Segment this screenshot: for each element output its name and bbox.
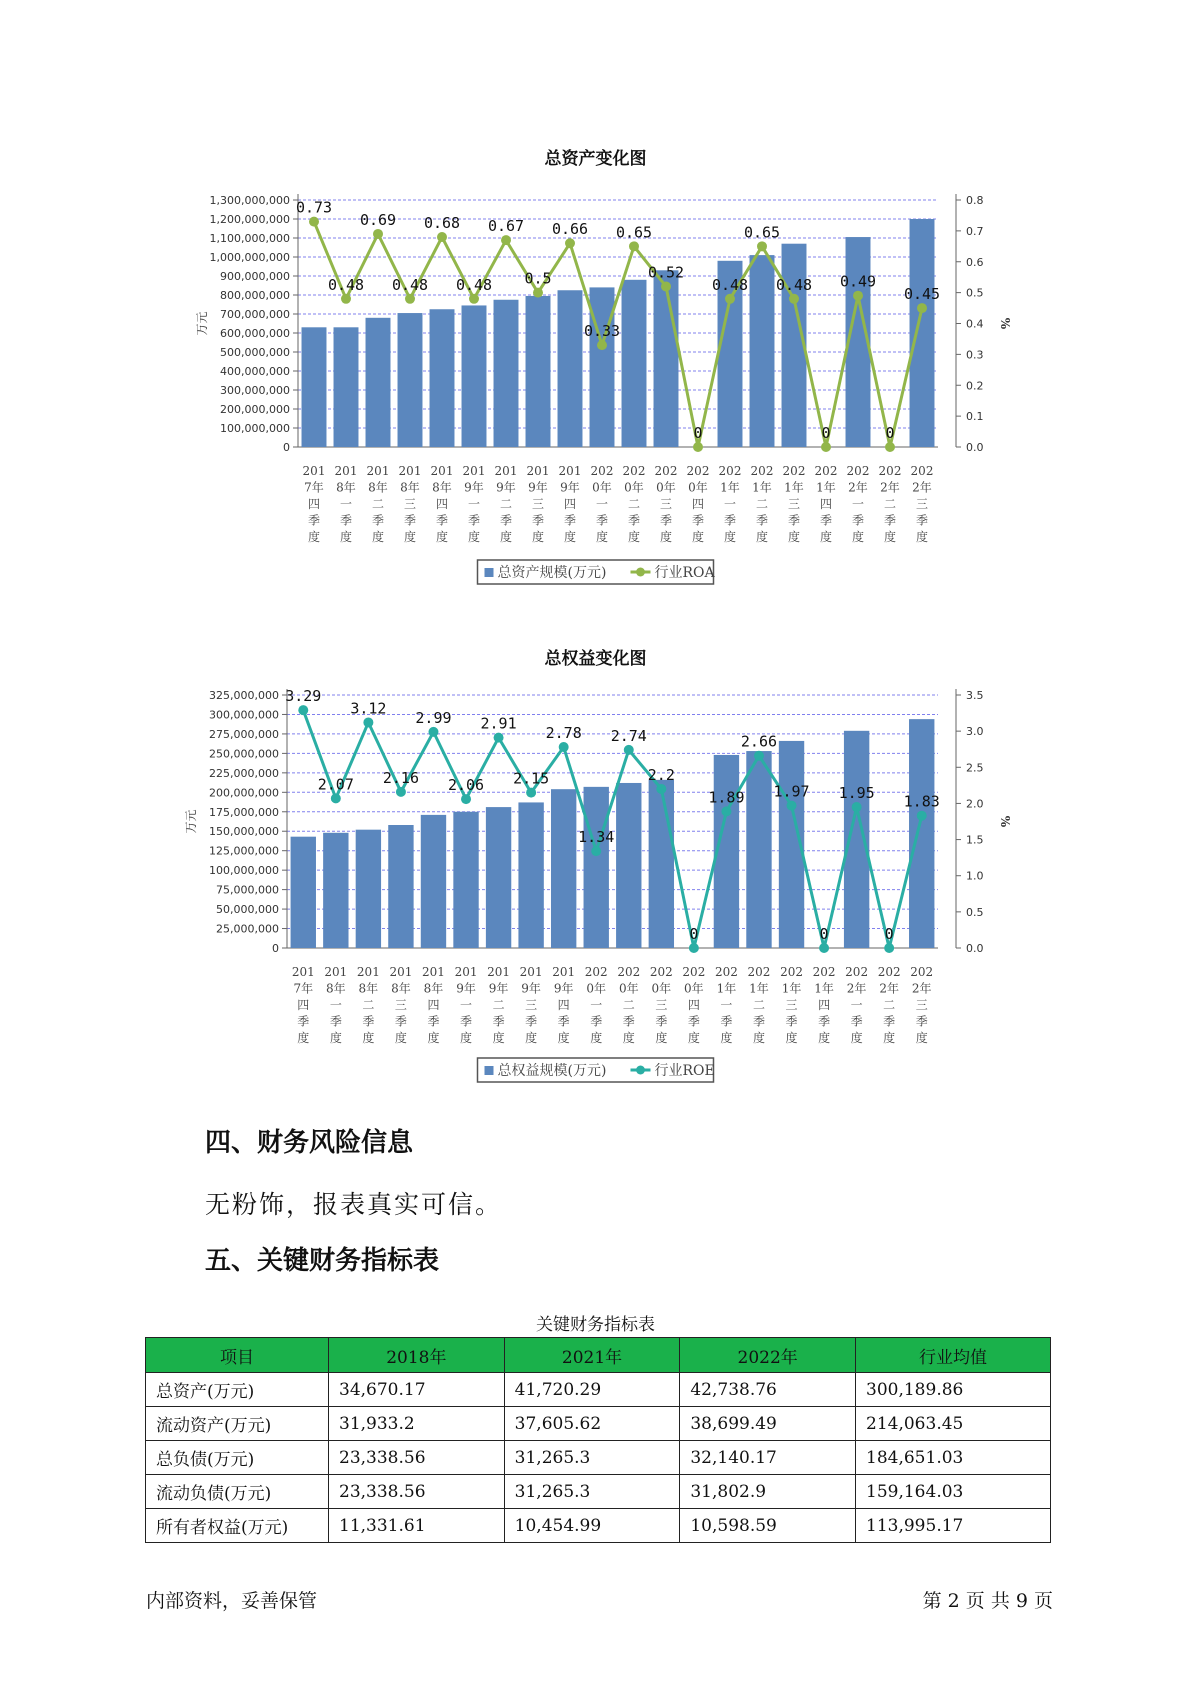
- line-point: [853, 291, 863, 301]
- y2-tick-label: 0.5: [966, 286, 984, 300]
- col-header: 2022年: [680, 1338, 856, 1373]
- y2-tick-label: 0.3: [966, 348, 984, 362]
- y-tick-label: 400,000,000: [220, 365, 290, 378]
- line-point: [721, 806, 731, 816]
- line-point: [624, 745, 634, 755]
- x-tick-label: 202 0年三季度: [649, 965, 673, 1045]
- data-label: 1.34: [578, 828, 615, 847]
- line-point: [917, 303, 927, 313]
- x-tick-label: 202 0年二季度: [622, 464, 646, 544]
- y-tick-label: 100,000,000: [220, 422, 290, 435]
- y-tick-label: 1,000,000,000: [209, 251, 290, 264]
- legend-line-label: 行业ROE: [654, 1063, 715, 1079]
- data-label: 2.66: [740, 732, 778, 751]
- bar: [584, 787, 609, 948]
- x-tick-label: 202 2年三季度: [910, 464, 934, 544]
- line-point: [428, 727, 438, 737]
- bar: [323, 833, 348, 948]
- legend-line-label: 行业ROA: [654, 565, 715, 581]
- x-tick-label: 201 9年二季度: [487, 965, 511, 1045]
- line-point: [396, 787, 406, 797]
- bar: [558, 290, 583, 447]
- data-label: 2.15: [513, 769, 550, 788]
- data-label: 0.67: [487, 217, 525, 236]
- x-tick-label: 201 8年一季度: [334, 464, 358, 544]
- bar: [366, 318, 391, 447]
- y-tick-label: 50,000,000: [216, 903, 279, 917]
- data-label: 0.52: [647, 263, 685, 282]
- table-cell: 32,140.17: [680, 1441, 856, 1475]
- data-label: 0.65: [743, 223, 781, 242]
- y-tick-label: 1,200,000,000: [209, 213, 290, 226]
- line-point: [461, 794, 471, 804]
- y2-tick-label: 3.5: [966, 689, 984, 702]
- y-tick-label: 1,100,000,000: [209, 232, 290, 245]
- bar: [421, 815, 446, 948]
- x-tick-label: 202 2年二季度: [878, 464, 902, 544]
- x-tick-label: 201 9年三季度: [519, 965, 543, 1045]
- line-point: [661, 281, 671, 291]
- table-cell: 10,454.99: [504, 1509, 680, 1543]
- table-cell: 41,720.29: [504, 1373, 680, 1407]
- y-tick-label: 300,000,000: [220, 384, 290, 397]
- x-tick-label: 202 1年二季度: [750, 464, 774, 544]
- x-tick-label: 202 1年四季度: [812, 965, 836, 1045]
- data-label: 1.83: [903, 792, 940, 811]
- x-tick-label: 201 8年四季度: [422, 965, 445, 1045]
- table-header-row: [146, 1338, 1051, 1373]
- bar: [494, 300, 519, 447]
- y2-tick-label: 2.0: [966, 797, 984, 811]
- data-label: 0.73: [295, 198, 333, 217]
- y2-tick-label: 0.0: [966, 441, 984, 454]
- line-point: [373, 229, 383, 239]
- y-tick-label: 250,000,000: [209, 747, 279, 761]
- line-point: [884, 943, 894, 953]
- data-label: 0: [689, 925, 699, 943]
- y2-tick-label: 0.7: [966, 224, 984, 238]
- x-tick-label: 201 9年四季度: [552, 965, 576, 1045]
- data-label: 2.07: [317, 775, 354, 794]
- table-cell: 总负债(万元): [146, 1441, 329, 1475]
- y-tick-label: 175,000,000: [209, 805, 279, 819]
- data-label: 0.49: [839, 272, 877, 291]
- table-cell: 10,598.59: [680, 1509, 856, 1543]
- data-label: 0.65: [615, 223, 653, 242]
- bar: [334, 327, 359, 447]
- data-label: 2.2: [647, 765, 675, 784]
- x-tick-label: 202 2年一季度: [845, 965, 869, 1045]
- x-tick-label: 201 8年三季度: [389, 965, 413, 1045]
- section4-heading: 四、财务风险信息: [205, 1128, 414, 1158]
- y2-tick-label: 0.1: [966, 410, 984, 424]
- x-tick-label: 201 8年二季度: [356, 965, 380, 1045]
- bar: [486, 807, 511, 948]
- line-point: [494, 733, 504, 743]
- line-point: [533, 288, 543, 298]
- x-tick-label: 202 0年四季度: [686, 464, 710, 544]
- x-tick-label: 202 1年三季度: [780, 965, 803, 1045]
- line-point: [852, 802, 862, 812]
- table-cell: 流动资产(万元): [146, 1407, 329, 1441]
- data-label: 2.16: [382, 768, 419, 787]
- data-label: 2.91: [480, 714, 517, 733]
- x-tick-label: 201 8年一季度: [324, 965, 348, 1045]
- data-label: 3.12: [350, 699, 387, 718]
- bar: [746, 751, 771, 948]
- bar: [302, 327, 327, 447]
- line-point: [693, 442, 703, 452]
- data-label: 0.48: [711, 275, 749, 294]
- y2-axis-label: %: [998, 815, 1012, 828]
- bar: [291, 837, 316, 948]
- table-cell: 37,605.62: [504, 1407, 680, 1441]
- x-tick-label: 202 0年三季度: [654, 464, 678, 544]
- y-tick-label: 500,000,000: [220, 346, 290, 359]
- data-label: 0.48: [391, 275, 429, 294]
- line-point: [309, 217, 319, 227]
- data-label: 2.74: [610, 726, 647, 745]
- footer-page-number: 第 2 页 共 9 页: [922, 1590, 1053, 1612]
- y-tick-label: 200,000,000: [209, 786, 279, 800]
- y-tick-label: 0: [272, 942, 279, 955]
- data-label: 1.95: [838, 784, 875, 803]
- line-point: [789, 294, 799, 304]
- legend-bar-swatch: [485, 1066, 494, 1075]
- line-point: [363, 717, 373, 727]
- y-axis-label: 万元: [195, 311, 209, 336]
- data-label: 0: [885, 424, 895, 442]
- y-tick-label: 900,000,000: [220, 270, 290, 283]
- data-label: 0: [819, 925, 829, 943]
- footer-confidential: 内部资料，妥善保管: [146, 1590, 318, 1612]
- legend-bar-label: 总资产规模(万元): [497, 565, 607, 581]
- table-cell: 11,331.61: [329, 1509, 505, 1543]
- x-tick-label: 202 0年一季度: [584, 965, 608, 1045]
- line-point: [917, 811, 927, 821]
- line-point: [819, 943, 829, 953]
- data-label: 0.33: [583, 322, 621, 341]
- line-point: [754, 751, 764, 761]
- y2-tick-label: 0.4: [966, 317, 984, 331]
- y2-tick-label: 1.0: [966, 869, 984, 883]
- x-tick-label: 201 7年四季度: [302, 464, 326, 544]
- table-cell: 31,265.3: [504, 1441, 680, 1475]
- y-tick-label: 300,000,000: [209, 708, 279, 722]
- data-label: 0: [884, 925, 894, 943]
- data-label: 3.29: [285, 687, 322, 706]
- bar: [622, 280, 647, 447]
- x-tick-label: 201 9年二季度: [494, 464, 518, 544]
- bar: [750, 255, 775, 447]
- x-tick-label: 202 2年二季度: [877, 965, 901, 1045]
- data-label: 0.48: [327, 275, 365, 294]
- data-label: 0.69: [359, 210, 397, 229]
- line-point: [591, 846, 601, 856]
- line-point: [331, 793, 341, 803]
- table-cell: 42,738.76: [680, 1373, 856, 1407]
- table-row: [146, 1407, 1051, 1441]
- table-cell: 113,995.17: [856, 1509, 1051, 1543]
- x-tick-label: 202 1年三季度: [782, 464, 806, 544]
- x-tick-label: 202 1年一季度: [714, 965, 738, 1045]
- bar: [430, 309, 455, 447]
- data-label: 0.68: [423, 214, 461, 233]
- table-cell: 31,802.9: [680, 1475, 856, 1509]
- legend-bar-swatch: [485, 568, 494, 577]
- table-row: [146, 1475, 1051, 1509]
- bar: [526, 296, 551, 447]
- y-tick-label: 700,000,000: [220, 308, 290, 321]
- bar: [356, 830, 381, 948]
- y-tick-label: 100,000,000: [209, 864, 279, 878]
- table-cell: 流动负债(万元): [146, 1475, 329, 1509]
- y-tick-label: 25,000,000: [216, 922, 279, 936]
- y-tick-label: 275,000,000: [209, 727, 279, 741]
- x-tick-label: 201 9年三季度: [526, 464, 550, 544]
- table-row: [146, 1373, 1051, 1407]
- line-point: [565, 238, 575, 248]
- table-cell: 159,164.03: [856, 1475, 1051, 1509]
- x-tick-label: 202 1年一季度: [718, 464, 742, 544]
- col-header: 项目: [146, 1338, 329, 1373]
- bar: [388, 825, 413, 948]
- table-cell: 所有者权益(万元): [146, 1509, 329, 1543]
- y2-axis-label: %: [998, 317, 1012, 330]
- line-point: [725, 294, 735, 304]
- x-tick-label: 201 9年一季度: [454, 965, 478, 1045]
- bar: [518, 802, 543, 948]
- line-point: [526, 788, 536, 798]
- col-header: 2021年: [504, 1338, 680, 1373]
- y2-tick-label: 0.5: [966, 905, 984, 919]
- legend-bar-label: 总权益规模(万元): [497, 1063, 607, 1079]
- x-tick-label: 202 2年一季度: [846, 464, 870, 544]
- table-cell: 214,063.45: [856, 1407, 1051, 1441]
- line-point: [559, 742, 569, 752]
- x-tick-label: 202 1年二季度: [747, 965, 771, 1045]
- line-point: [405, 294, 415, 304]
- table-caption: 关键财务指标表: [536, 1315, 655, 1335]
- line-point: [787, 801, 797, 811]
- data-label: 0.66: [551, 220, 589, 239]
- y2-tick-label: 0.8: [966, 194, 984, 207]
- total-equity-chart: [0, 678, 1191, 1108]
- bar: [453, 812, 478, 948]
- table-cell: 34,670.17: [329, 1373, 505, 1407]
- section5-heading: 五、关键财务指标表: [205, 1246, 440, 1276]
- y2-tick-label: 2.5: [966, 761, 984, 775]
- chart1-title: 总资产变化图: [544, 149, 647, 169]
- data-label: 0.5: [524, 269, 552, 288]
- data-label: 2.06: [447, 776, 485, 795]
- y-tick-label: 225,000,000: [209, 766, 279, 780]
- bar: [398, 313, 423, 447]
- line-point: [689, 943, 699, 953]
- table-cell: 23,338.56: [329, 1475, 505, 1509]
- y-axis-label: 万元: [184, 809, 198, 834]
- table-row: [146, 1509, 1051, 1543]
- line-point: [298, 705, 308, 715]
- data-label: 1.89: [708, 788, 745, 807]
- table-cell: 31,933.2: [329, 1407, 505, 1441]
- x-tick-label: 202 0年一季度: [590, 464, 614, 544]
- table-row: [146, 1441, 1051, 1475]
- y2-tick-label: 0.0: [966, 942, 984, 955]
- x-tick-label: 201 9年四季度: [558, 464, 582, 544]
- x-tick-label: 202 1年四季度: [814, 464, 838, 544]
- line-point: [629, 241, 639, 251]
- y2-tick-label: 0.2: [966, 379, 984, 393]
- y-tick-label: 0: [283, 441, 290, 454]
- line-point: [656, 784, 666, 794]
- data-label: 2.99: [415, 708, 452, 727]
- x-tick-label: 201 8年二季度: [366, 464, 390, 544]
- y2-tick-label: 1.5: [966, 833, 984, 847]
- x-tick-label: 202 0年二季度: [617, 965, 641, 1045]
- x-tick-label: 201 9年一季度: [462, 464, 486, 544]
- y-tick-label: 600,000,000: [220, 327, 290, 340]
- line-point: [437, 232, 447, 242]
- y-tick-label: 1,300,000,000: [209, 194, 290, 207]
- line-point: [469, 294, 479, 304]
- data-label: 0: [693, 424, 703, 442]
- y-tick-label: 125,000,000: [209, 844, 279, 858]
- data-label: 1.97: [773, 782, 810, 801]
- x-tick-label: 201 8年三季度: [398, 464, 422, 544]
- y-tick-label: 75,000,000: [216, 883, 279, 897]
- legend-line-marker: [636, 568, 645, 577]
- line-point: [341, 294, 351, 304]
- data-label: 0.48: [455, 275, 493, 294]
- bar: [909, 719, 934, 948]
- x-tick-label: 202 2年三季度: [910, 965, 934, 1045]
- line-point: [821, 442, 831, 452]
- y-tick-label: 325,000,000: [209, 689, 279, 702]
- total-assets-chart: [0, 180, 1191, 630]
- table-cell: 184,651.03: [856, 1441, 1051, 1475]
- line-point: [757, 241, 767, 251]
- col-header: 行业均值: [856, 1338, 1051, 1373]
- section4-text: 无粉饰，报表真实可信。: [205, 1190, 503, 1219]
- bar: [616, 783, 641, 948]
- bar: [654, 270, 679, 447]
- bar: [910, 219, 935, 447]
- table-cell: 总资产(万元): [146, 1373, 329, 1407]
- data-label: 0.45: [903, 285, 941, 304]
- data-label: 0: [821, 424, 831, 442]
- line-point: [885, 442, 895, 452]
- key-financial-table: [145, 1337, 1051, 1543]
- table-cell: 38,699.49: [680, 1407, 856, 1441]
- x-tick-label: 201 8年四季度: [430, 464, 454, 544]
- col-header: 2018年: [329, 1338, 505, 1373]
- line-point: [597, 340, 607, 350]
- legend-line-marker: [636, 1066, 645, 1075]
- bar: [649, 780, 674, 948]
- line-point: [501, 235, 511, 245]
- x-tick-label: 202 0年四季度: [682, 965, 706, 1045]
- y-tick-label: 800,000,000: [220, 289, 290, 302]
- data-label: 0.48: [775, 275, 813, 294]
- bar: [590, 287, 615, 447]
- data-label: 2.78: [545, 724, 582, 743]
- table-cell: 300,189.86: [856, 1373, 1051, 1407]
- bar: [551, 789, 576, 948]
- bar: [462, 305, 487, 447]
- table-cell: 23,338.56: [329, 1441, 505, 1475]
- y2-tick-label: 0.6: [966, 255, 984, 269]
- table-cell: 31,265.3: [504, 1475, 680, 1509]
- y-tick-label: 150,000,000: [209, 825, 279, 839]
- y-tick-label: 200,000,000: [220, 403, 290, 416]
- chart2-title: 总权益变化图: [544, 649, 647, 669]
- x-tick-label: 201 7年四季度: [291, 965, 315, 1045]
- y2-tick-label: 3.0: [966, 725, 984, 739]
